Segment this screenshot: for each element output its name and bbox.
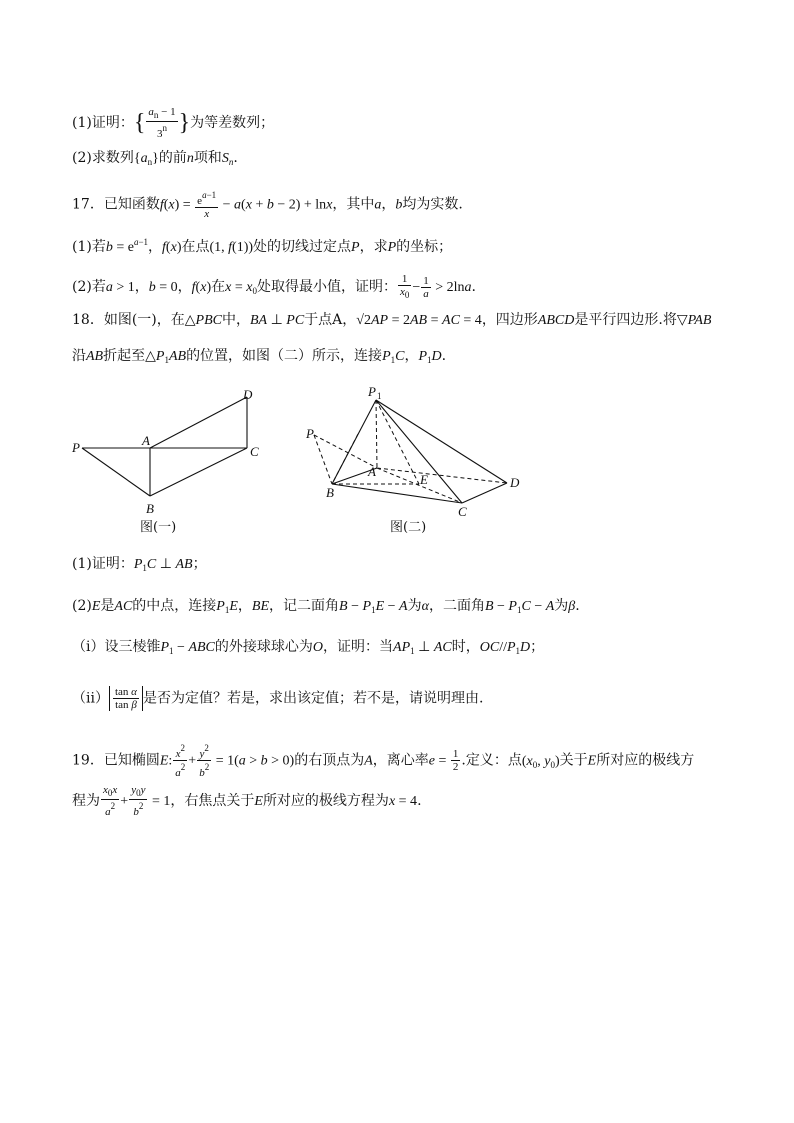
q16-part2: (2)求数列$\{a_n\}$的前n项和$S_n$. <box>72 150 238 167</box>
fig2-label-d: D <box>510 475 520 490</box>
fig1-label-c: C <box>250 444 259 459</box>
fig2-label-a: A <box>368 464 376 479</box>
q18-part-i: （i）设三棱锥$P_1$ − ABC的外接球球心为O，证明：当$AP_1$ ⊥ AC时，$OC//P_1D$； <box>72 639 545 656</box>
q16-part1: (1)证明：{ $\frac{a_n - 1}{3^n}$ }为等差数列； <box>72 106 275 140</box>
q18-part-ii: （ii） $\frac{\text{tan α}}{\text{tan β}}$ 是否为定值？若是，求出该定值；若不是，请说明理由. <box>72 686 484 711</box>
q18-line1: 18．如图(一)，在△PBC中，BA ⊥ PC于点A，√2AP = 2AB = AC = 4，四边形ABCD是平行四边形.将▽PAB <box>72 312 712 328</box>
fig1-label-d: D <box>243 387 253 402</box>
fig2-label-p1-sub: 1 <box>377 391 382 401</box>
fig1-label-b: B <box>146 501 154 516</box>
q17-part1: (1)若$b = e^{a-1}$，f(x)在点(1, f(1))处的切线过定点P，求P的坐标； <box>72 237 453 255</box>
fig2-caption: 图(二) <box>390 520 427 535</box>
q17-intro: 17．已知函数f(x) = $\frac{e^{a-1}}{x}$ − a(x + b − 2) + lnx，其中a，b均为实数. <box>72 190 463 220</box>
fig1-caption: 图(一) <box>140 520 177 535</box>
fig1-label-p: P <box>72 440 80 455</box>
figure-2 <box>298 380 530 542</box>
q19-line1: 19．已知椭圆E: $\frac{x^2}{a^2}$ + $\frac{y^2}{b^2}$ = 1(a > b > 0)的右顶点为A，离心率e = $\frac{1}{2}$ .定义：点($x_0$, $y_0$)关于E所对应的极线方 <box>72 743 695 779</box>
q18-part2: (2)E是AC的中点，连接$P_1E$，BE，记二面角$B - P_1E - A$为α，二面角$B - P_1C - A$为β. <box>72 598 580 615</box>
q18-line2: 沿AB折起至$\triangle P_1AB$的位置，如图（二）所示，连接$P_1C$，$P_1D$. <box>72 348 447 365</box>
fig2-label-p: P <box>306 426 314 441</box>
figure-1 <box>66 382 276 542</box>
fig2-label-c: C <box>458 504 467 519</box>
fig1-label-a: A <box>142 433 150 448</box>
q17-part2: (2)若a > 1，b = 0，f(x)在$x = x_0$处取得最小值，证明： $\frac{1}{x_0}$ − $\frac{1}{a}$ > 2lna. <box>72 273 476 300</box>
fig2-label-p1: P <box>368 384 376 399</box>
fig2-label-b: B <box>326 485 334 500</box>
q19-line2: 程为 $\frac{x_0x}{a^2}$ + $\frac{y_0y}{b^2}$ = 1，右焦点关于E所对应的极线方程为x = 4. <box>72 784 422 818</box>
q18-part1: (1)证明：$P_1C$ ⊥ AB； <box>72 556 207 573</box>
fig2-label-e: E <box>420 472 428 487</box>
